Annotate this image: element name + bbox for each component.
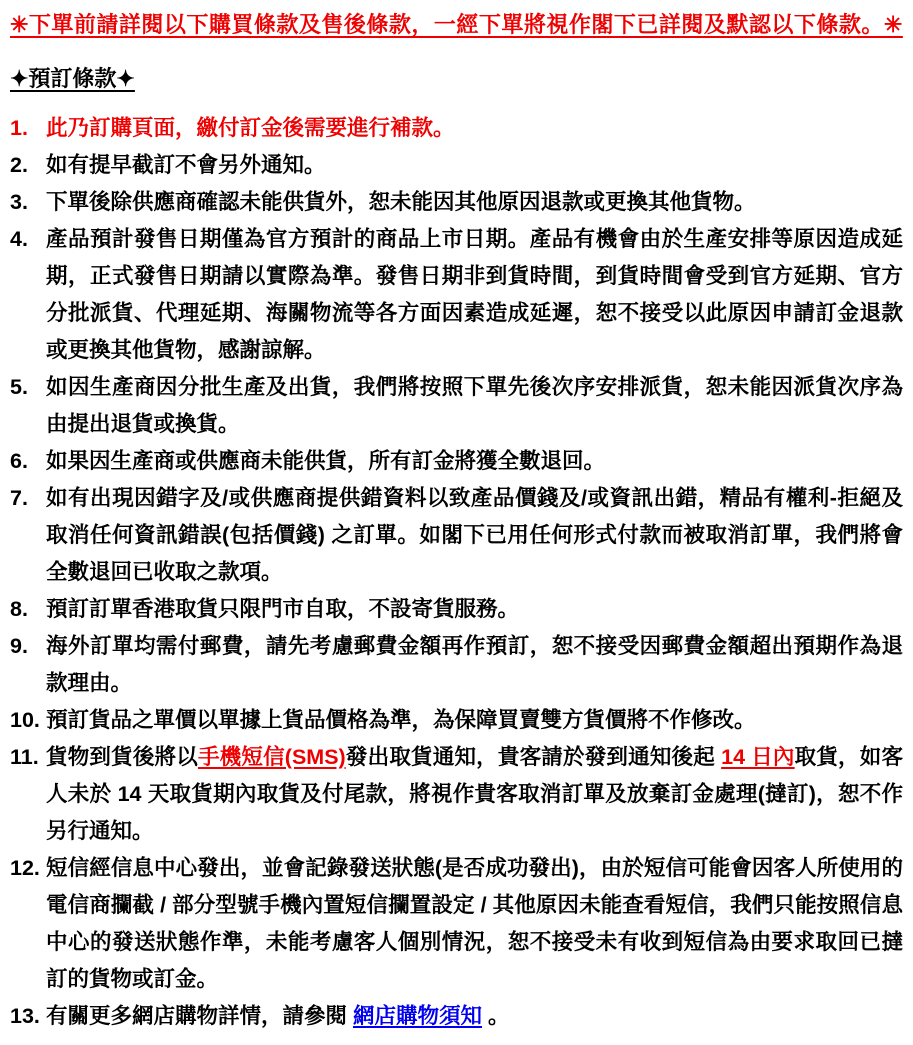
highlighted-term: 14 日內	[721, 745, 795, 769]
term-text: 預訂訂單香港取貨只限門市自取，不設寄貨服務。	[46, 597, 520, 621]
terms-item-8	[8, 591, 905, 628]
item-text	[46, 739, 903, 850]
terms-item-11	[8, 739, 905, 850]
terms-item-10	[8, 702, 905, 739]
item-text	[46, 184, 903, 221]
terms-list	[8, 110, 905, 1035]
terms-item-2	[8, 147, 905, 184]
item-number: 9.	[10, 634, 28, 658]
term-text: 預訂貨品之單價以單據上貨品價格為準，為保障買賣雙方貨價將不作修改。	[46, 708, 756, 732]
item-number: 12.	[10, 856, 40, 880]
terms-item-7	[8, 480, 905, 591]
terms-item-4	[8, 221, 905, 369]
item-number: 13.	[10, 1004, 40, 1028]
term-text: 取貨，如客人未於 14 天取貨期內取貨及付尾款，將視作貴客取消訂單及放棄訂金處理(撻訂)，恕不作另行通知。	[46, 745, 903, 843]
terms-item-9	[8, 628, 905, 702]
item-text	[46, 147, 903, 184]
term-text: 如因生產商因分批生產及出貨，我們將按照下單先後次序安排派貨，恕未能因派貨次序為由提出退貨或換貨。	[46, 375, 903, 436]
item-text	[46, 221, 903, 369]
item-number: 6.	[10, 449, 28, 473]
term-text: 如果因生產商或供應商未能供貨，所有訂金將獲全數退回。	[46, 449, 606, 473]
item-number: 4.	[10, 227, 28, 251]
term-text: 產品預計發售日期僅為官方預計的商品上市日期。產品有機會由於生產安排等原因造成延期，正式發售日期請以實際為準。發售日期非到貨時間，到貨時間會受到官方延期、官方分批派貨、代理延期、海關物流等各方面因素造成延遲，恕不接受以此原因申請訂金退款或更換其他貨物，感謝諒解。	[46, 227, 903, 362]
item-text	[46, 998, 903, 1035]
terms-item-13	[8, 998, 905, 1035]
section-title: ✦預訂條款✦	[10, 66, 135, 91]
terms-item-5	[8, 369, 905, 443]
term-text: 短信經信息中心發出，並會記錄發送狀態(是否成功發出)，由於短信可能會因客人所使用的電信商攔截 / 部分型號手機內置短信攔置設定 / 其他原因未能查看短信，我們只能按照信息中心的發送狀態作準，未能考慮客人個別情況，恕不接受未有收到短信為由要求取回已撻訂的貨物或訂金。	[46, 856, 903, 991]
item-number: 5.	[10, 375, 28, 399]
item-number: 1.	[10, 116, 28, 140]
shop-guide-link[interactable]: 網店購物須知	[352, 1004, 482, 1028]
term-text: 此乃訂購頁面，繳付訂金後需要進行補款。	[46, 116, 455, 140]
item-number: 7.	[10, 486, 28, 510]
item-text	[46, 110, 903, 147]
terms-item-12	[8, 850, 905, 998]
term-text: 如有提早截訂不會另外通知。	[46, 153, 326, 177]
item-text	[46, 480, 903, 591]
header-warning: ✳下單前請詳閱以下購買條款及售後條款，一經下單將視作閣下已詳閱及默認以下條款。✳	[10, 12, 903, 37]
term-text: 貨物到貨後將以	[46, 745, 198, 769]
item-number: 2.	[10, 153, 28, 177]
item-text	[46, 369, 903, 443]
item-text	[46, 443, 903, 480]
item-number: 11.	[10, 745, 39, 769]
term-text: 如有出現因錯字及/或供應商提供錯資料以致產品價錢及/或資訊出錯，精品有權利-拒絕及取消任何資訊錯誤(包括價錢) 之訂單。如閣下已用任何形式付款而被取消訂單，我們將會全數退回已收取之款項。	[46, 486, 903, 584]
item-number: 8.	[10, 597, 28, 621]
item-text	[46, 628, 903, 702]
highlighted-term: 手機短信(SMS)	[197, 745, 346, 769]
terms-item-3	[8, 184, 905, 221]
terms-item-6	[8, 443, 905, 480]
item-number: 3.	[10, 190, 28, 214]
item-text	[46, 591, 903, 628]
item-text	[46, 850, 903, 998]
item-number: 10.	[10, 708, 40, 732]
item-text	[46, 702, 903, 739]
term-text: 海外訂單均需付郵費，請先考慮郵費金額再作預訂，恕不接受因郵費金額超出預期作為退款理由。	[46, 634, 903, 695]
term-text: 有關更多網店購物詳情，請參閱	[46, 1004, 353, 1028]
term-text: 。	[482, 1004, 510, 1028]
terms-item-1	[8, 110, 905, 147]
term-text: 發出取貨通知，貴客請於發到通知後起	[345, 745, 722, 769]
term-text: 下單後除供應商確認未能供貨外，恕未能因其他原因退款或更換其他貨物。	[46, 190, 756, 214]
